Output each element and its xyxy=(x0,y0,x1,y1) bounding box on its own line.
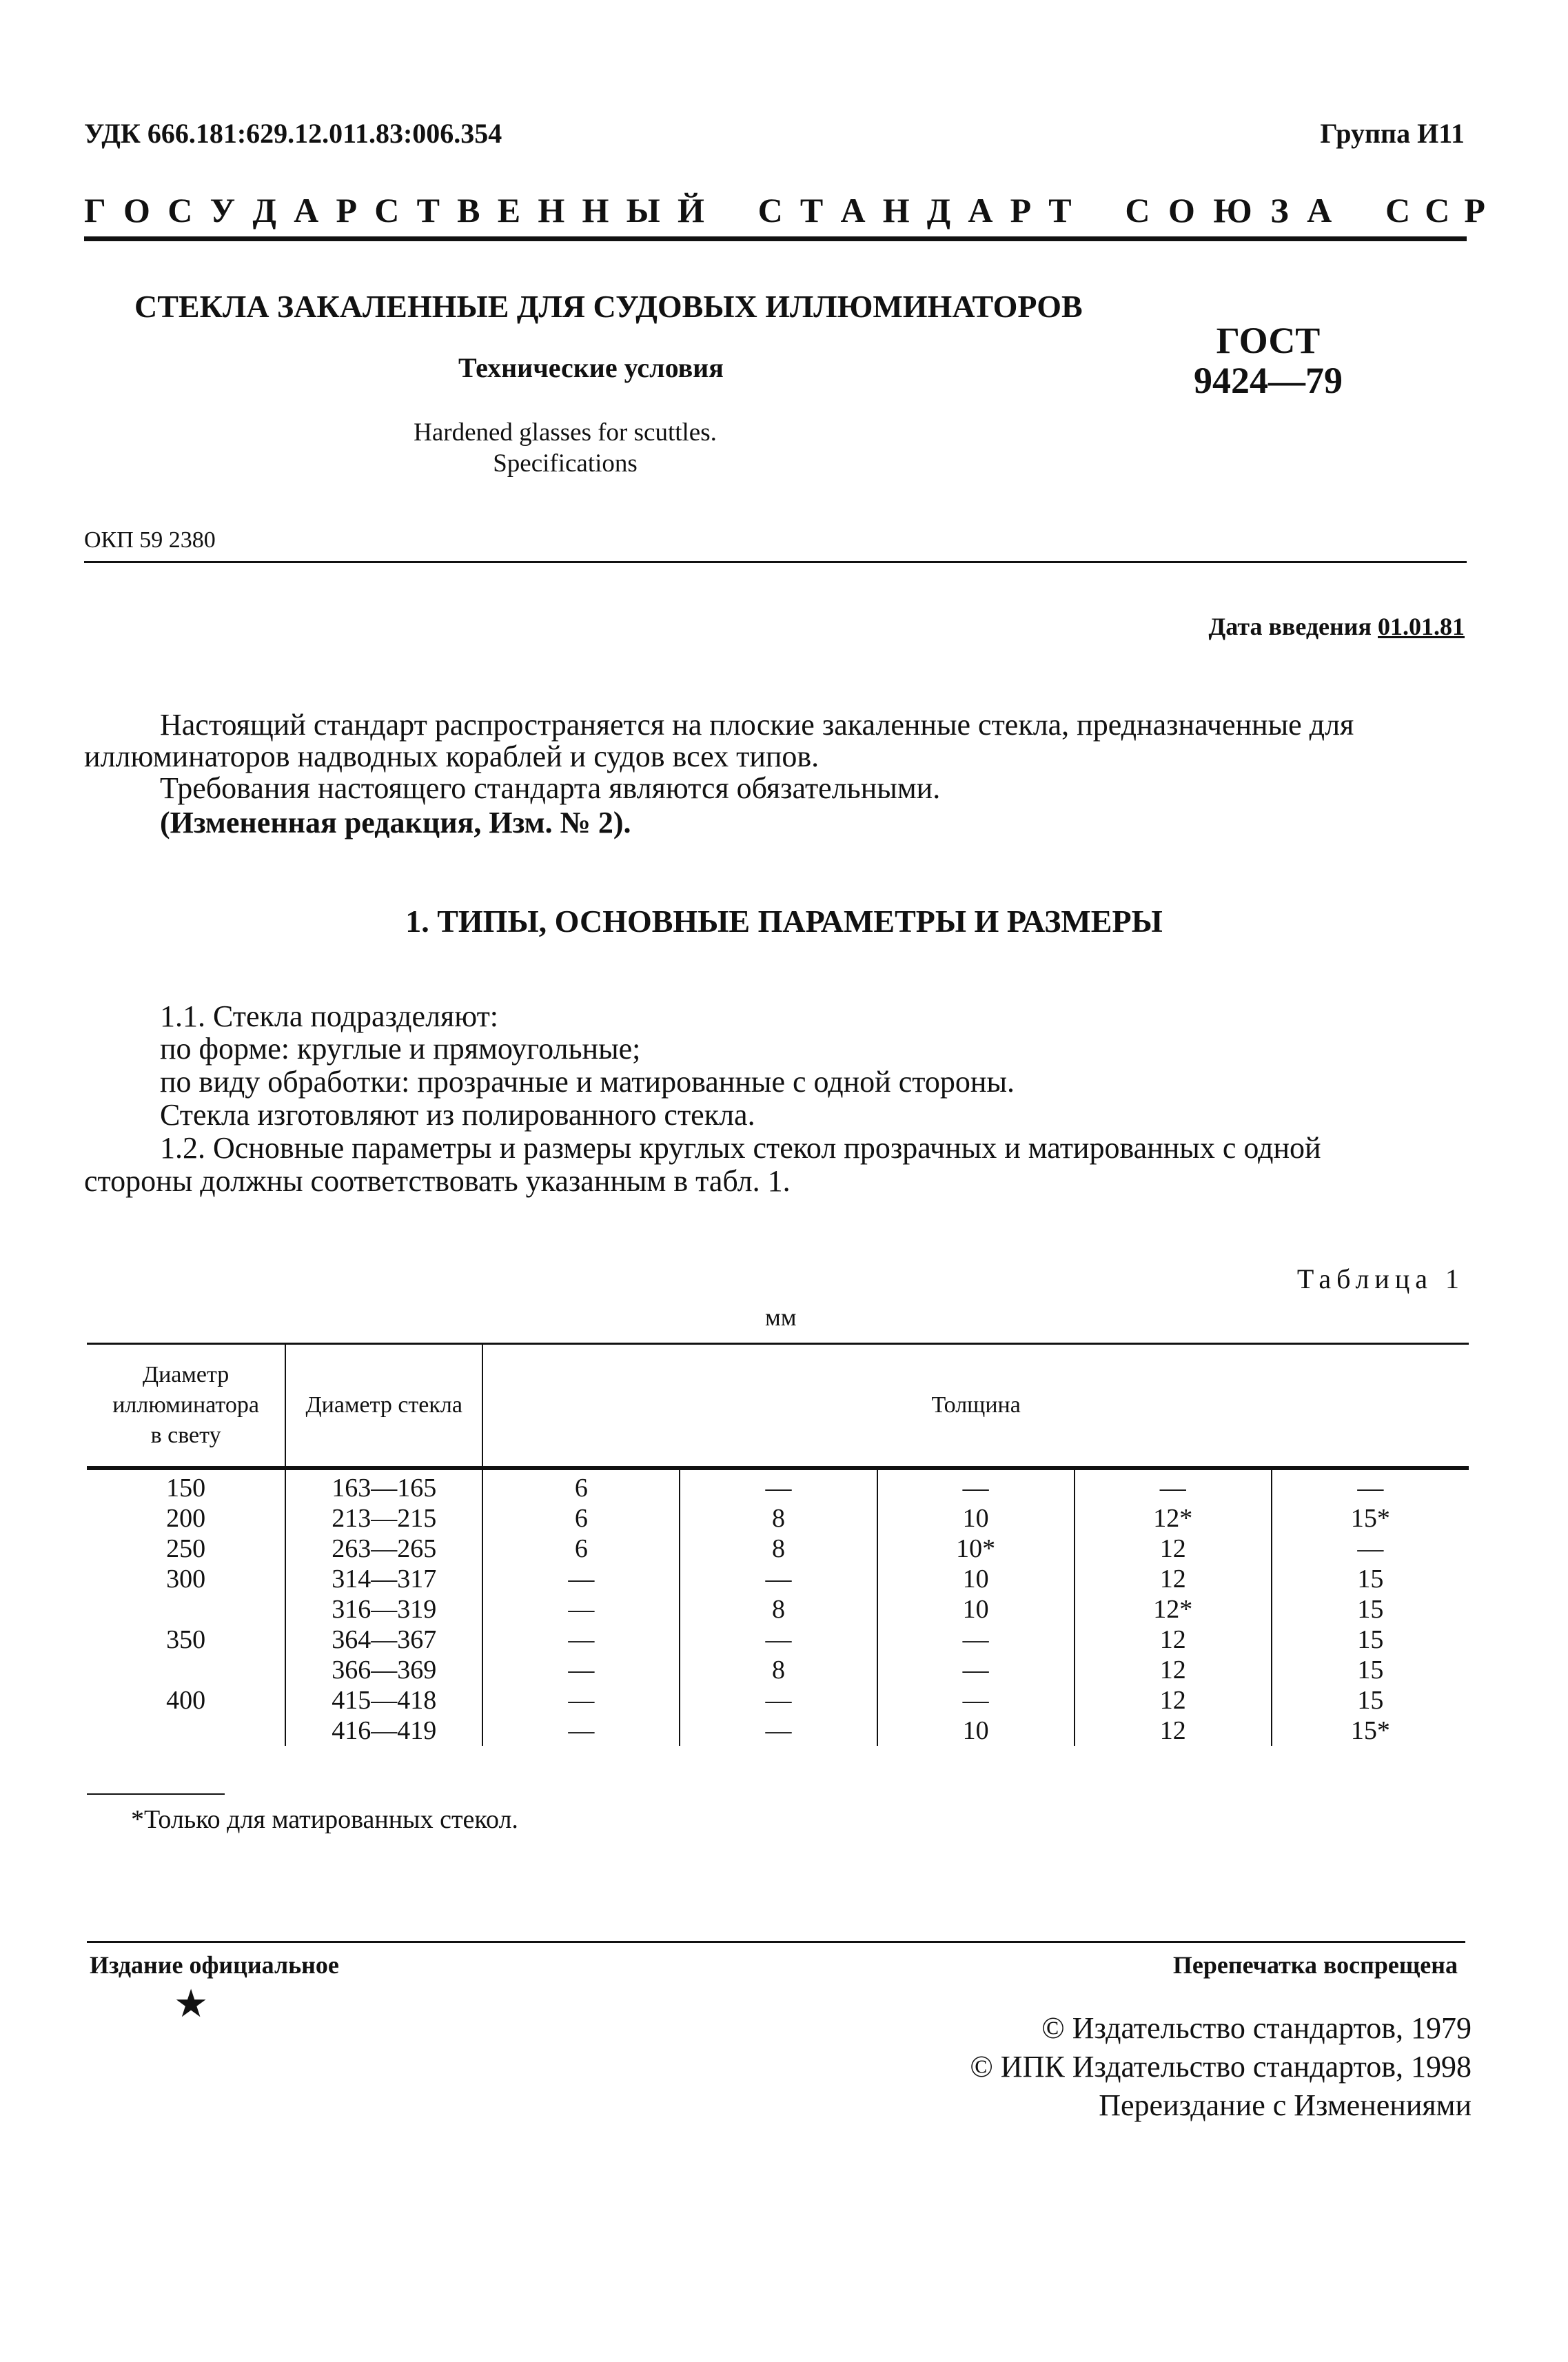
table-cell: — xyxy=(482,1715,680,1746)
table-row xyxy=(87,1655,1469,1685)
table-cell: 6 xyxy=(482,1534,680,1564)
table-cell: 6 xyxy=(482,1468,680,1503)
banner-letter: Т xyxy=(800,191,824,230)
table-cell: 10 xyxy=(877,1503,1075,1534)
table-cell xyxy=(87,1655,285,1685)
table-row xyxy=(87,1715,1469,1746)
banner-letter: С xyxy=(374,191,400,230)
table-cell: — xyxy=(680,1468,877,1503)
footer-rule xyxy=(87,1941,1465,1943)
banner-letter: С xyxy=(1125,191,1150,230)
table-cell: — xyxy=(1272,1468,1469,1503)
banner-letter: Й xyxy=(677,191,704,230)
thickness-table xyxy=(87,1343,1469,1746)
banner-letter: А xyxy=(1307,191,1332,230)
table-cell: — xyxy=(482,1655,680,1685)
banner-letter: С xyxy=(757,191,783,230)
table-footnote: *Только для матированных стекол. xyxy=(131,1805,518,1834)
header-scuttle-diameter-line-2: иллюминатора xyxy=(112,1392,259,1418)
table-row xyxy=(87,1468,1469,1503)
banner-word-3 xyxy=(1125,190,1332,230)
banner-letter: Р xyxy=(1010,191,1032,230)
banner-letter: Т xyxy=(1048,191,1072,230)
date-value: 01.01.81 xyxy=(1378,613,1465,640)
table-cell: — xyxy=(877,1468,1075,1503)
banner-letter: Д xyxy=(252,191,276,230)
header-thickness: Толщина xyxy=(482,1344,1469,1468)
copyright-1998: © ИПК Издательство стандартов, 1998 xyxy=(970,2050,1472,2084)
banner-letter: А xyxy=(294,191,319,230)
table-cell: 8 xyxy=(680,1534,877,1564)
table-cell: 6 xyxy=(482,1503,680,1534)
header-glass-diameter: Диаметр стекла xyxy=(285,1344,482,1468)
table-row xyxy=(87,1594,1469,1625)
table-units: мм xyxy=(765,1303,797,1331)
table-cell: — xyxy=(680,1715,877,1746)
section-line-2: по форме: круглые и прямоугольные; xyxy=(160,1032,641,1066)
banner-letter: О xyxy=(1168,191,1195,230)
section-line-4: Стекла изготовляют из полированного стекла. xyxy=(160,1098,755,1132)
banner-word-4 xyxy=(1385,190,1485,230)
header-scuttle-diameter-line-3: в свету xyxy=(150,1422,221,1448)
table-cell: — xyxy=(877,1685,1075,1715)
copyright-block xyxy=(970,2009,1472,2125)
banner-letter: Е xyxy=(497,191,521,230)
table-cell xyxy=(87,1715,285,1746)
section-line-3: по виду обработки: прозрачные и матированные с одной стороны. xyxy=(160,1065,1015,1099)
gost-number: 9424—79 xyxy=(1194,360,1343,401)
banner-letter: У xyxy=(210,191,236,230)
english-title-line-2: Specifications xyxy=(493,449,638,478)
table-cell: 10 xyxy=(877,1715,1075,1746)
section-line-5: 1.2. Основные параметры и размеры круглых стекол прозрачных и матированных с одной xyxy=(160,1131,1321,1165)
header-scuttle-diameter xyxy=(87,1344,285,1468)
table-row xyxy=(87,1503,1469,1534)
banner-letter: Р xyxy=(336,191,357,230)
table-cell: — xyxy=(680,1625,877,1655)
table-cell: 12* xyxy=(1075,1503,1272,1534)
table-cell: 12 xyxy=(1075,1715,1272,1746)
table-cell: 415—418 xyxy=(285,1685,482,1715)
amendment-note: (Измененная редакция, Изм. № 2). xyxy=(160,806,631,839)
table-cell: 8 xyxy=(680,1655,877,1685)
table-cell: 12 xyxy=(1075,1685,1272,1715)
table-cell: 316—319 xyxy=(285,1594,482,1625)
table-header-row xyxy=(87,1344,1469,1468)
table-cell: — xyxy=(1272,1534,1469,1564)
date-label: Дата введения xyxy=(1208,613,1372,640)
table-cell: 300 xyxy=(166,1564,206,1594)
table-cell: 15 xyxy=(1272,1564,1469,1594)
banner-letter: С xyxy=(1425,191,1450,230)
banner-letter: Ы xyxy=(626,191,660,230)
banner-word-1 xyxy=(84,190,704,230)
section-heading: 1. ТИПЫ, ОСНОВНЫЕ ПАРАМЕТРЫ И РАЗМЕРЫ xyxy=(405,904,1163,939)
table-cell xyxy=(87,1594,285,1625)
table-cell: 15* xyxy=(1272,1715,1469,1746)
table-cell: 10 xyxy=(877,1594,1075,1625)
banner-letter: Н xyxy=(582,191,609,230)
table-cell: 150 xyxy=(166,1473,206,1503)
table-cell: 364—367 xyxy=(285,1625,482,1655)
table-cell: 366—369 xyxy=(285,1655,482,1685)
banner-letter: А xyxy=(968,191,993,230)
table-cell: 8 xyxy=(680,1594,877,1625)
official-edition: Издание официальное xyxy=(90,1951,339,1979)
table-cell: 15 xyxy=(1272,1625,1469,1655)
table-cell: 163—165 xyxy=(285,1468,482,1503)
banner-letter: С xyxy=(1385,191,1411,230)
banner-letter: А xyxy=(840,191,866,230)
reissue-note: Переиздание с Изменениями xyxy=(1099,2088,1472,2122)
banner-letter: Ю xyxy=(1213,191,1252,230)
banner-letter: Н xyxy=(882,191,910,230)
table-cell: 12* xyxy=(1075,1594,1272,1625)
table-cell: 250 xyxy=(166,1534,206,1563)
table-row xyxy=(87,1564,1469,1594)
table-cell: 314—317 xyxy=(285,1564,482,1594)
table-cell: 416—419 xyxy=(285,1715,482,1746)
table-cell: 12 xyxy=(1075,1655,1272,1685)
table-cell: 15 xyxy=(1272,1655,1469,1685)
banner-word-2 xyxy=(758,190,1072,230)
intro-line-2: иллюминаторов надводных кораблей и судов всех типов. xyxy=(84,740,819,773)
okp-code: ОКП 59 2380 xyxy=(84,527,216,553)
english-title xyxy=(372,417,758,479)
banner-letter: З xyxy=(1270,191,1289,230)
banner-rule xyxy=(84,236,1467,241)
table-caption: Таблица 1 xyxy=(1296,1263,1465,1294)
okp-rule xyxy=(84,561,1467,563)
table-cell: — xyxy=(680,1685,877,1715)
banner-letter: Н xyxy=(538,191,565,230)
table-cell: 15 xyxy=(1272,1594,1469,1625)
banner-letter: Г xyxy=(84,191,106,230)
table-cell: — xyxy=(680,1564,877,1594)
table-cell: 10* xyxy=(877,1534,1075,1564)
table-cell: 213—215 xyxy=(285,1503,482,1534)
intro-line-3: Требования настоящего стандарта являются обязательными. xyxy=(160,771,941,805)
table-cell: 400 xyxy=(166,1685,206,1715)
table-cell: — xyxy=(482,1594,680,1625)
table-cell: — xyxy=(1075,1468,1272,1503)
document-subtitle: Технические условия xyxy=(458,352,724,383)
table-cell: 263—265 xyxy=(285,1534,482,1564)
table-cell: 15* xyxy=(1272,1503,1469,1534)
table-cell: 12 xyxy=(1075,1564,1272,1594)
table-cell: — xyxy=(482,1564,680,1594)
table-cell: — xyxy=(482,1625,680,1655)
table-row xyxy=(87,1534,1469,1564)
table-cell: 12 xyxy=(1075,1534,1272,1564)
banner-letter: Д xyxy=(926,191,951,230)
section-line-6: стороны должны соответствовать указанным в табл. 1. xyxy=(84,1164,791,1198)
intro-line-1: Настоящий стандарт распространяется на плоские закаленные стекла, предназначенные для xyxy=(160,708,1354,742)
table-row xyxy=(87,1625,1469,1655)
table-row xyxy=(87,1685,1469,1715)
table-cell: — xyxy=(877,1625,1075,1655)
banner-letter: Т xyxy=(416,191,440,230)
gost-designation xyxy=(1179,320,1358,400)
table-cell: 8 xyxy=(680,1503,877,1534)
table-cell: 15 xyxy=(1272,1685,1469,1715)
header-scuttle-diameter-line-1: Диаметр xyxy=(142,1361,230,1387)
copyright-1979: © Издательство стандартов, 1979 xyxy=(1041,2011,1472,2045)
table-cell: — xyxy=(877,1655,1075,1685)
banner-letter: В xyxy=(457,191,480,230)
reprint-prohibited: Перепечатка воспрещена xyxy=(1172,1951,1458,1979)
table-cell: 350 xyxy=(166,1625,206,1654)
group-code: Группа И11 xyxy=(1320,118,1465,149)
introduction-date xyxy=(1209,612,1465,641)
document-title: СТЕКЛА ЗАКАЛЕННЫЕ ДЛЯ СУДОВЫХ ИЛЛЮМИНАТОРОВ xyxy=(134,289,1083,324)
star-icon: ★ xyxy=(174,1983,209,2026)
standard-banner xyxy=(84,190,1485,230)
english-title-line-1: Hardened glasses for scuttles. xyxy=(414,418,717,447)
footnote-rule xyxy=(87,1793,225,1795)
section-line-1: 1.1. Стекла подразделяют: xyxy=(160,999,499,1033)
table-cell: — xyxy=(482,1685,680,1715)
udk-code: УДК 666.181:629.12.011.83:006.354 xyxy=(84,118,502,149)
banner-letter: О xyxy=(123,191,150,230)
gost-label: ГОСТ xyxy=(1216,320,1321,361)
table-cell: 10 xyxy=(877,1564,1075,1594)
table-cell: 200 xyxy=(166,1503,206,1533)
table-cell: 12 xyxy=(1075,1625,1272,1655)
banner-letter: Р xyxy=(1464,191,1485,230)
banner-letter: С xyxy=(167,191,193,230)
